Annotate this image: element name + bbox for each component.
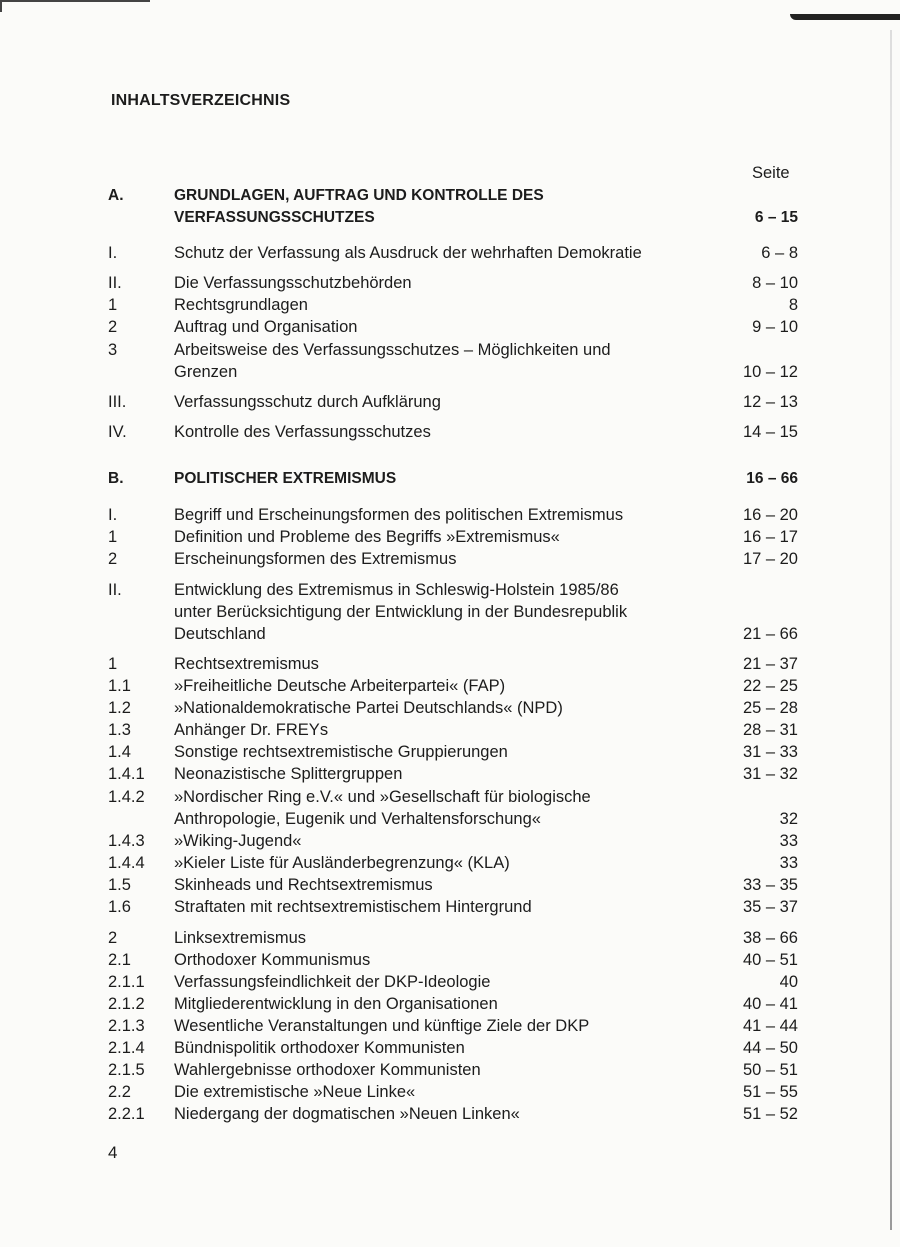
scan-artifact-top — [0, 0, 150, 2]
toc-entry — [108, 896, 798, 918]
toc-entry — [108, 993, 798, 1015]
toc-entry-title: Anthropologie, Eugenik und Verhaltensforschung« — [174, 810, 541, 828]
toc-entry-number: 2.1.4 — [108, 1039, 145, 1057]
toc-entry-number: 2 — [108, 318, 118, 336]
toc-entry — [108, 623, 798, 645]
toc-entry-number: 1 — [108, 296, 118, 314]
toc-entry-page: 32 — [779, 810, 798, 828]
toc-entry — [108, 391, 798, 413]
toc-entry-title: Arbeitsweise des Verfassungsschutzes – Möglichkeiten und — [174, 341, 611, 359]
toc-entry-page: 44 – 50 — [742, 1039, 798, 1057]
toc-entry-page: 12 – 13 — [742, 393, 798, 411]
toc-entry — [108, 697, 798, 719]
toc-entry — [108, 874, 798, 896]
toc-entry — [108, 1059, 798, 1081]
toc-entry-title: Bündnispolitik orthodoxer Kommunisten — [174, 1039, 465, 1057]
scan-artifact-bar — [790, 14, 900, 20]
toc-entry-title: Sonstige rechtsextremistische Gruppierungen — [174, 743, 508, 761]
page-column-header: Seite — [752, 164, 790, 182]
toc-entry-number: 2 — [108, 929, 118, 947]
scan-artifact-tick — [0, 0, 2, 12]
page-title: INHALTSVERZEICHNIS — [111, 92, 291, 109]
toc-entry — [108, 927, 798, 949]
toc-entry-title: Deutschland — [174, 625, 266, 643]
toc-entry-page: 41 – 44 — [742, 1017, 798, 1035]
toc-entry-number: 1.4.1 — [108, 765, 145, 783]
toc-entry-title: Verfassungsfeindlichkeit der DKP-Ideologie — [174, 973, 491, 991]
toc-entry-number: IV. — [108, 423, 127, 441]
toc-entry-number: II. — [108, 274, 122, 292]
toc-entry-title: Wahlergebnisse orthodoxer Kommunisten — [174, 1061, 481, 1079]
toc-entry — [108, 504, 798, 526]
toc-entry — [108, 361, 798, 383]
toc-entry-title: Rechtsextremismus — [174, 655, 319, 673]
toc-entry — [108, 242, 798, 264]
toc-entry-title: Die extremistische »Neue Linke« — [174, 1083, 416, 1101]
toc-entry-page: 31 – 32 — [742, 765, 798, 783]
toc-entry — [108, 719, 798, 741]
toc-entry-title: »Nationaldemokratische Partei Deutschlands« (NPD) — [174, 699, 563, 717]
toc-entry-page: 51 – 52 — [742, 1105, 798, 1123]
toc-entry — [108, 1037, 798, 1059]
toc-entry-page: 51 – 55 — [742, 1083, 798, 1101]
toc-entry-title: GRUNDLAGEN, AUFTRAG UND KONTROLLE DES — [174, 187, 544, 204]
toc-entry-number: 2.1.3 — [108, 1017, 145, 1035]
toc-entry — [108, 1081, 798, 1103]
toc-entry-page: 16 – 66 — [746, 470, 798, 487]
toc-entry-number: 1 — [108, 528, 118, 546]
toc-entry — [108, 1103, 798, 1125]
toc-entry — [108, 808, 798, 830]
toc-entry-page: 16 – 17 — [742, 528, 798, 546]
toc-entry — [108, 294, 798, 316]
toc-entry — [108, 675, 798, 697]
toc-entry-page: 25 – 28 — [742, 699, 798, 717]
toc-entry-page: 22 – 25 — [742, 677, 798, 695]
toc-entry-title: Auftrag und Organisation — [174, 318, 358, 336]
toc-entry — [108, 1015, 798, 1037]
toc-entry-title: »Wiking-Jugend« — [174, 832, 302, 850]
toc-entry — [108, 548, 798, 570]
toc-entry-number: 1.4.2 — [108, 788, 145, 806]
toc-entry-title: Erscheinungsformen des Extremismus — [174, 550, 457, 568]
toc-entry-number: 3 — [108, 341, 118, 359]
toc-entry-page: 17 – 20 — [742, 550, 798, 568]
toc-entry — [108, 207, 798, 229]
toc-entry-title: Grenzen — [174, 363, 238, 381]
toc-entry-title: »Kieler Liste für Ausländerbegrenzung« (KLA) — [174, 854, 510, 872]
toc-entry-page: 9 – 10 — [752, 318, 798, 336]
toc-entry-number: 2 — [108, 550, 118, 568]
toc-entry-page: 40 – 41 — [742, 995, 798, 1013]
toc-entry-title: Begriff und Erscheinungsformen des politischen Extremismus — [174, 506, 624, 524]
toc-entry — [108, 763, 798, 785]
toc-entry-number: 1.2 — [108, 699, 131, 717]
page-number: 4 — [108, 1143, 118, 1162]
toc-entry-page: 40 — [779, 973, 798, 991]
toc-entry-number: 1.4.4 — [108, 854, 145, 872]
toc-entry-number: II. — [108, 581, 122, 599]
toc-entry — [108, 272, 798, 294]
toc-entry-title: Mitgliederentwicklung in den Organisationen — [174, 995, 498, 1013]
toc-entry-title: unter Berücksichtigung der Entwicklung in der Bundesrepublik — [174, 603, 628, 621]
toc-entry-number: B. — [108, 470, 124, 487]
toc-entry-page: 8 — [788, 296, 798, 314]
toc-entry — [108, 830, 798, 852]
toc-entry-number: 1.5 — [108, 876, 131, 894]
toc-entry — [108, 741, 798, 763]
toc-entry — [108, 852, 798, 874]
toc-entry-page: 28 – 31 — [742, 721, 798, 739]
toc-entry — [108, 316, 798, 338]
toc-entry-title: Neonazistische Splittergruppen — [174, 765, 403, 783]
toc-entry-number: 1 — [108, 655, 118, 673]
toc-entry-page: 6 – 15 — [754, 209, 798, 226]
toc-entry-number: A. — [108, 187, 124, 204]
toc-entry-title: Skinheads und Rechtsextremismus — [174, 876, 433, 894]
toc-entry-title: Orthodoxer Kommunismus — [174, 951, 371, 969]
toc-entry-page: 6 – 8 — [761, 244, 798, 262]
toc-entry-number: 2.2.1 — [108, 1105, 145, 1123]
toc-entry-title: »Nordischer Ring e.V.« und »Gesellschaft für biologische — [174, 788, 591, 806]
toc-entry-title: Niedergang der dogmatischen »Neuen Linken« — [174, 1105, 520, 1123]
toc-entry-number: 2.1 — [108, 951, 131, 969]
toc-entry-title: Definition und Probleme des Begriffs »Extremismus« — [174, 528, 560, 546]
toc-entry — [108, 185, 798, 207]
toc-entry-number: 1.4.3 — [108, 832, 145, 850]
toc-entry-title: Anhänger Dr. FREYs — [174, 721, 329, 739]
toc-entry — [108, 653, 798, 675]
toc-entry-title: Linksextremismus — [174, 929, 307, 947]
toc-entry-number: 1.6 — [108, 898, 131, 916]
toc-entry-title: POLITISCHER EXTREMISMUS — [174, 470, 397, 487]
toc-entry-title: Schutz der Verfassung als Ausdruck der wehrhaften Demokratie — [174, 244, 642, 262]
toc-entry-number: I. — [108, 244, 118, 262]
toc-entry-number: 1.4 — [108, 743, 131, 761]
toc-entry-page: 8 – 10 — [752, 274, 798, 292]
toc-entry-title: Rechtsgrundlagen — [174, 296, 308, 314]
toc-entry — [108, 601, 798, 623]
toc-entry — [108, 526, 798, 548]
toc-entry-page: 38 – 66 — [742, 929, 798, 947]
toc-entry-title: Die Verfassungsschutzbehörden — [174, 274, 412, 292]
toc-entry-number: III. — [108, 393, 127, 411]
toc-entry — [108, 339, 798, 361]
toc-entry-page: 33 — [779, 832, 798, 850]
toc-entry-title: Wesentliche Veranstaltungen und künftige Ziele der DKP — [174, 1017, 590, 1035]
toc-entry-number: 2.1.1 — [108, 973, 145, 991]
toc-entry-title: Entwicklung des Extremismus in Schleswig-Holstein 1985/86 — [174, 581, 619, 599]
toc-entry-title: VERFASSUNGSSCHUTZES — [174, 209, 375, 226]
toc-entry-page: 14 – 15 — [742, 423, 798, 441]
toc-entry-page: 10 – 12 — [742, 363, 798, 381]
toc-entry-page: 33 — [779, 854, 798, 872]
toc-entry-page: 21 – 66 — [742, 625, 798, 643]
toc-entry — [108, 579, 798, 601]
toc-entry-page: 33 – 35 — [742, 876, 798, 894]
toc-entry-number: 1.1 — [108, 677, 131, 695]
toc-entry-title: »Freiheitliche Deutsche Arbeiterpartei« (FAP) — [174, 677, 506, 695]
toc-entry-title: Straftaten mit rechtsextremistischem Hintergrund — [174, 898, 532, 916]
toc-entry-number: 2.1.2 — [108, 995, 145, 1013]
toc-entry — [108, 786, 798, 808]
toc-entry — [108, 949, 798, 971]
toc-entry-number: 2.2 — [108, 1083, 131, 1101]
toc-entry-number: 2.1.5 — [108, 1061, 145, 1079]
toc-entry-page: 50 – 51 — [742, 1061, 798, 1079]
toc-entry-page: 40 – 51 — [742, 951, 798, 969]
toc-entry-number: I. — [108, 506, 118, 524]
toc-entry-page: 35 – 37 — [742, 898, 798, 916]
toc-entry-number: 1.3 — [108, 721, 131, 739]
toc-entry-title: Kontrolle des Verfassungsschutzes — [174, 423, 431, 441]
toc-entry — [108, 971, 798, 993]
toc-entry-page: 31 – 33 — [742, 743, 798, 761]
toc-entry-page: 16 – 20 — [742, 506, 798, 524]
toc-entry-title: Verfassungsschutz durch Aufklärung — [174, 393, 441, 411]
toc-entry — [108, 421, 798, 443]
scan-artifact-edge — [890, 30, 892, 1230]
toc-entry — [108, 468, 798, 490]
toc-entry-page: 21 – 37 — [742, 655, 798, 673]
